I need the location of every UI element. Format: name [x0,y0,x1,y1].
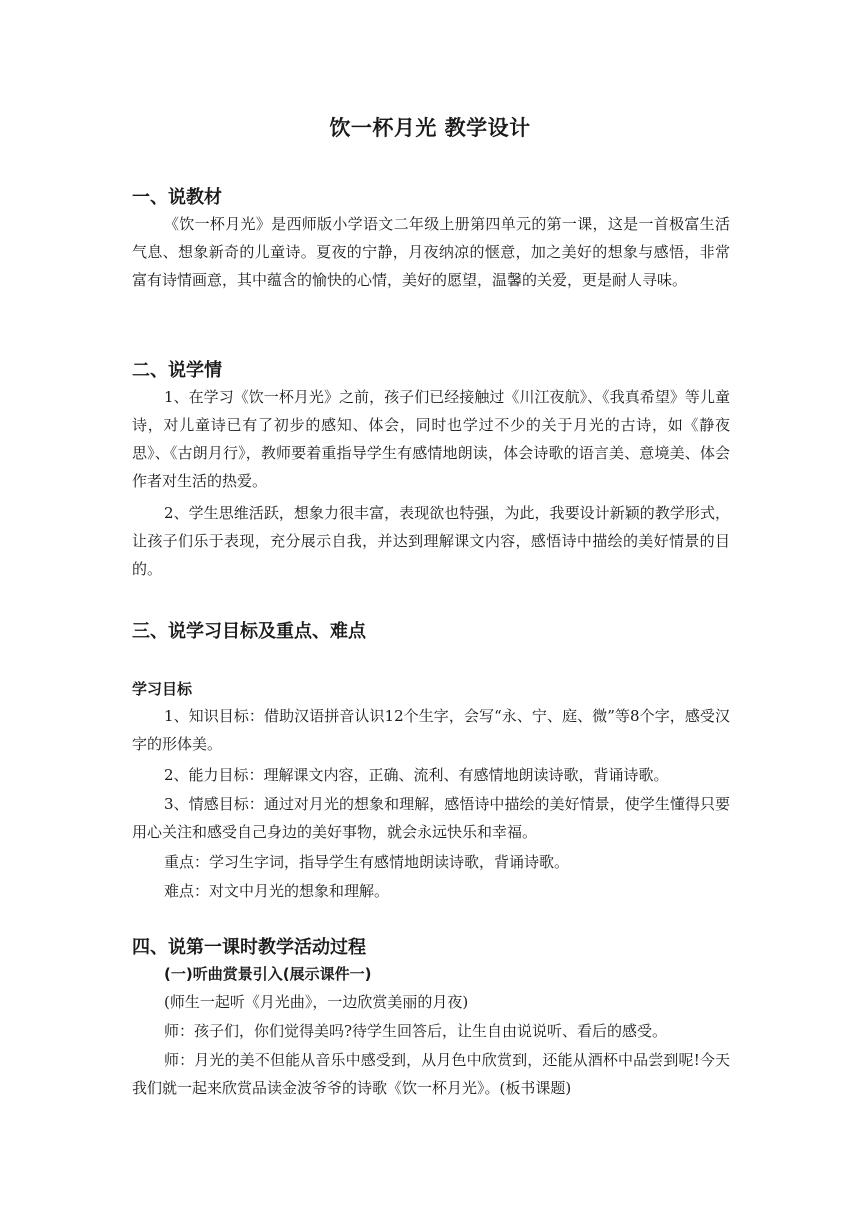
section-heading-objectives: 三、说学习目标及重点、难点 [132,621,366,642]
subheading-objectives: 学习目标 [132,680,193,698]
section-heading-process: 四、说第一课时教学活动过程 [132,937,366,958]
section-heading-students: 二、说学情 [132,360,222,381]
paragraph: (师生一起听《月光曲》，一边欣赏美丽的月夜) [164,993,469,1011]
paragraph: 3、情感目标：通过对月光的想象和理解，感悟诗中描绘的美好情景，使学生懂得只要用心关注和感受自己身边的美好事物，就会永远快乐和幸福。 [132,795,730,841]
document-title: 饮一杯月光 教学设计 [329,116,531,140]
paragraph: 2、能力目标：理解课文内容，正确、流利、有感情地朗读诗歌，背诵诗歌。 [164,766,669,784]
paragraph: 1、在学习《饮一杯月光》之前，孩子们已经接触过《川江夜航》、《我真希望》等儿童诗，对儿童诗已有了初步的感知、体会，同时也学过不少的关于月光的古诗，如《静夜思》、《古朗月行》，教师要着重指导学生有感情地朗读，体会诗歌的语言美、意境美、体会作者对生活的热爱。 [132,388,730,490]
section-heading-textbook: 一、说教材 [132,187,222,208]
paragraph: 重点：学习生字词，指导学生有感情地朗读诗歌，背诵诗歌。 [164,853,570,871]
subheading-step-one: (一)听曲赏景引入(展示课件一) [164,965,372,983]
paragraph: 1、知识目标：借助汉语拼音认识12个生字，会写“永、宁、庭、微”等8个字，感受汉字的形体美。 [132,707,730,753]
paragraph: 师：孩子们，你们觉得美吗?待学生回答后，让生自由说说听、看后的感受。 [164,1022,668,1040]
paragraph: 难点：对文中月光的想象和理解。 [164,882,390,900]
paragraph: 《饮一杯月光》是西师版小学语文二年级上册第四单元的第一课，这是一首极富生活气息、想象新奇的儿童诗。夏夜的宁静，月夜纳凉的惬意，加之美好的想象与感悟，非常富有诗情画意，其中蕴含的愉快的心情，美好的愿望，温馨的关爱，更是耐人寻味。 [132,215,730,289]
paragraph: 2、学生思维活跃，想象力很丰富，表现欲也特强，为此，我要设计新颖的教学形式，让孩子们乐于表现，充分展示自我，并达到理解课文内容，感悟诗中描绘的美好情景的目的。 [132,504,730,578]
paragraph: 师：月光的美不但能从音乐中感受到，从月色中欣赏到，还能从酒杯中品尝到呢!今天我们就一起来欣赏品读金波爷爷的诗歌《饮一杯月光》。(板书课题) [132,1051,730,1097]
